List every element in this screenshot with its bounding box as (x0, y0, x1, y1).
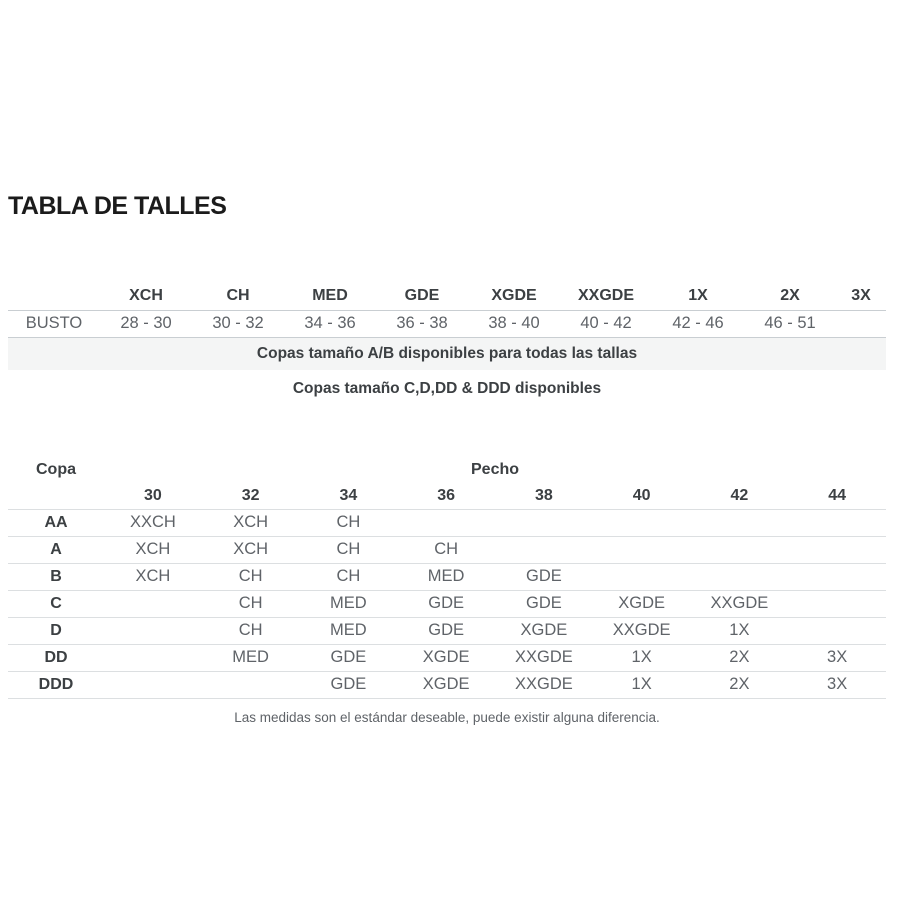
cup-size-cell: GDE (397, 590, 495, 617)
cup-size-cell: 1X (691, 617, 789, 644)
cup-table-row (8, 671, 886, 698)
cup-size-cell: XCH (104, 563, 202, 590)
cup-size-cell: CH (300, 509, 398, 536)
cup-table-row (8, 590, 886, 617)
note-row-ab-cups (8, 337, 886, 370)
size-column-header: XCH (129, 287, 163, 305)
cup-size-cell: XXGDE (691, 590, 789, 617)
cup-size-cell: 1X (593, 644, 691, 671)
chest-size-header: 30 (104, 484, 202, 509)
cup-size-cell (104, 671, 202, 698)
cup-size-cell (788, 590, 886, 617)
cup-size-cell: MED (202, 644, 300, 671)
cup-size-cell: MED (397, 563, 495, 590)
bust-range-cell: 42 - 46 (652, 310, 744, 337)
cup-size-cell (104, 617, 202, 644)
bust-range-cell: 40 - 42 (560, 310, 652, 337)
size-column-header: MED (312, 287, 348, 305)
cup-size-cell: 2X (691, 644, 789, 671)
cup-size-cell (691, 536, 789, 563)
size-column-header: CH (226, 287, 250, 305)
cup-size-cell (593, 509, 691, 536)
cup-size-cell: XCH (202, 509, 300, 536)
chest-size-header: 32 (202, 484, 300, 509)
size-table-header-row (8, 283, 886, 310)
size-column-header: 1X (688, 287, 708, 305)
size-column-header: GDE (404, 287, 440, 305)
cup-size-cell (691, 509, 789, 536)
cup-size-cell: CH (202, 590, 300, 617)
cup-size-cell: XCH (202, 536, 300, 563)
size-column-header: XXGDE (577, 287, 634, 305)
cup-size-cell (788, 536, 886, 563)
chest-size-header: 44 (788, 484, 886, 509)
cup-row-label: DD (8, 644, 104, 671)
cup-size-cell (495, 536, 593, 563)
cup-row-label: AA (8, 509, 104, 536)
page-title: TABLA DE TALLES (8, 192, 227, 220)
cup-size-cell: GDE (397, 617, 495, 644)
bust-row (8, 310, 886, 337)
cup-size-cell (104, 590, 202, 617)
bust-range-cell (836, 310, 886, 337)
copa-header: Copa (36, 461, 76, 478)
cup-size-cell: XXGDE (495, 644, 593, 671)
cup-size-cell (397, 509, 495, 536)
chest-size-header: 36 (397, 484, 495, 509)
cup-table-row (8, 617, 886, 644)
cup-row-label: B (8, 563, 104, 590)
size-column-header: XGDE (491, 287, 537, 305)
cup-row-label: A (8, 536, 104, 563)
note-row-cddd-cups (8, 370, 886, 407)
cup-size-cell: XGDE (495, 617, 593, 644)
cup-row-label: C (8, 590, 104, 617)
pecho-header: Pecho (471, 461, 520, 478)
cup-size-cell: 3X (788, 644, 886, 671)
cup-table-group-row (8, 456, 886, 484)
cup-size-cell: GDE (495, 590, 593, 617)
cup-size-cell (593, 536, 691, 563)
cup-size-cell (691, 563, 789, 590)
cup-table-row (8, 563, 886, 590)
cup-size-cell: CH (300, 563, 398, 590)
cup-size-cell: MED (300, 590, 398, 617)
cup-size-cell: CH (202, 563, 300, 590)
note-cddd-cups-text: Copas tamaño C,D,DD & DDD disponibles (292, 379, 602, 397)
cup-size-cell: MED (300, 617, 398, 644)
bust-range-cell: 28 - 30 (100, 310, 192, 337)
size-column-header: 2X (780, 287, 800, 305)
cup-size-cell: 3X (788, 671, 886, 698)
size-table (8, 283, 886, 407)
cup-size-cell: 1X (593, 671, 691, 698)
chest-sizes-row (8, 484, 886, 509)
cup-size-cell: XGDE (593, 590, 691, 617)
cup-size-cell: XCH (104, 536, 202, 563)
cup-table-row (8, 536, 886, 563)
bust-range-cell: 46 - 51 (744, 310, 836, 337)
chest-size-header: 42 (691, 484, 789, 509)
chest-size-header: 40 (593, 484, 691, 509)
bust-row-label: BUSTO (8, 310, 100, 337)
cup-size-cell: XXCH (104, 509, 202, 536)
cup-size-cell: XGDE (397, 644, 495, 671)
cup-size-cell: GDE (495, 563, 593, 590)
cup-size-cell (593, 563, 691, 590)
cup-size-cell (495, 509, 593, 536)
cup-size-cell: CH (300, 536, 398, 563)
cup-size-cell: 2X (691, 671, 789, 698)
chest-size-header: 34 (300, 484, 398, 509)
size-column-header: 3X (851, 287, 871, 305)
cup-row-label: DDD (8, 671, 104, 698)
bust-range-cell: 34 - 36 (284, 310, 376, 337)
cup-size-cell (788, 617, 886, 644)
note-ab-cups-text: Copas tamaño A/B disponibles para todas las tallas (8, 337, 886, 370)
bust-range-cell: 38 - 40 (468, 310, 560, 337)
cup-size-cell: GDE (300, 671, 398, 698)
bust-range-cell: 30 - 32 (192, 310, 284, 337)
cup-size-cell: GDE (300, 644, 398, 671)
size-table-corner-cell (8, 283, 100, 310)
cup-size-cell: CH (397, 536, 495, 563)
cup-row-label: D (8, 617, 104, 644)
cup-table-row (8, 509, 886, 536)
cup-size-cell: XXGDE (593, 617, 691, 644)
bust-range-cell: 36 - 38 (376, 310, 468, 337)
cup-size-table (8, 456, 886, 699)
cup-table-row (8, 644, 886, 671)
cup-size-cell (202, 671, 300, 698)
cup-size-cell (104, 644, 202, 671)
cup-size-cell: XXGDE (495, 671, 593, 698)
footnote: Las medidas son el estándar deseable, puede existir alguna diferencia. (234, 710, 660, 725)
chest-corner-cell (8, 484, 104, 509)
cup-size-cell: CH (202, 617, 300, 644)
cup-table-body (8, 509, 886, 698)
chest-size-header: 38 (495, 484, 593, 509)
cup-size-cell (788, 509, 886, 536)
cup-size-cell: XGDE (397, 671, 495, 698)
cup-size-cell (788, 563, 886, 590)
